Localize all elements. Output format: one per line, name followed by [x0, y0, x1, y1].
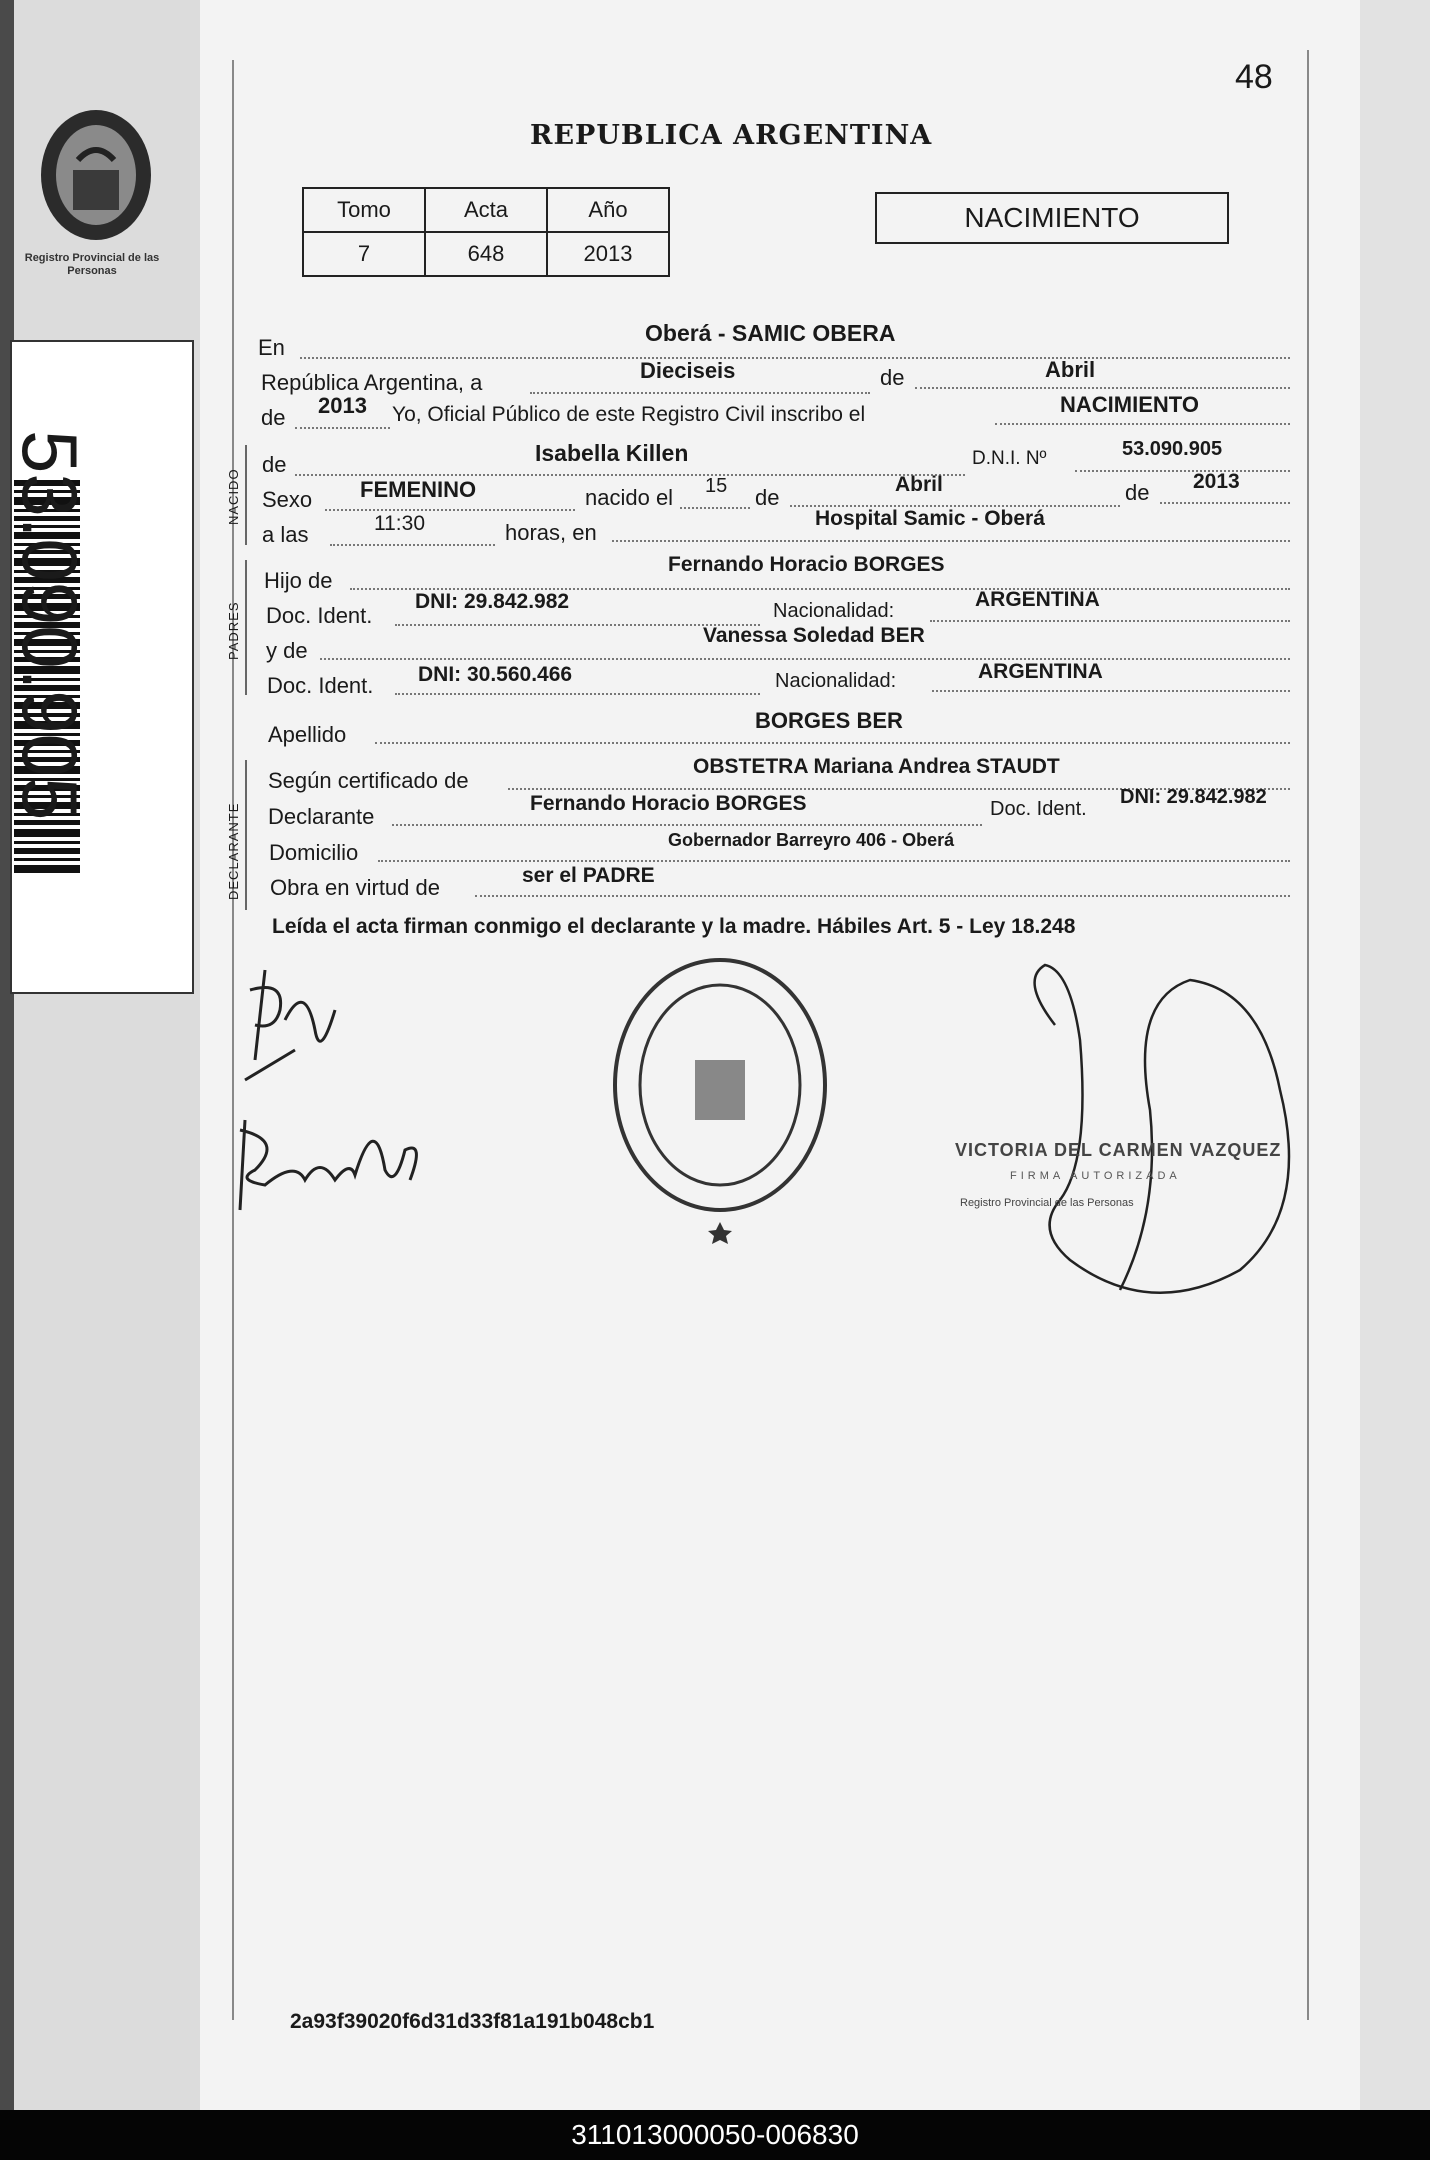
value-father-doc: DNI: 29.842.982	[415, 590, 570, 613]
reference-header-tomo: Tomo	[303, 188, 425, 232]
value-sex: FEMENINO	[360, 477, 477, 502]
section-bar-declarant	[245, 760, 247, 910]
reference-header-row	[303, 188, 669, 232]
dotted-line	[475, 895, 1290, 897]
label-a-las: a las	[262, 522, 309, 547]
scan-edge	[0, 0, 14, 2110]
label-de2: de	[261, 405, 286, 430]
dotted-line	[530, 392, 870, 394]
value-declarant: Fernando Horacio BORGES	[530, 792, 807, 815]
value-name: Isabella Killen	[535, 440, 689, 466]
father-signature	[225, 950, 355, 1100]
label-y-de: y de	[266, 638, 308, 663]
dotted-line	[930, 620, 1290, 622]
value-dni: 53.090.905	[1122, 438, 1223, 460]
dotted-line	[375, 742, 1290, 744]
value-birthplace: Hospital Samic - Oberá	[815, 507, 1045, 530]
closing-statement: Leída el acta firman conmigo el declarante y la madre. Hábiles Art. 5 - Ley 18.248	[272, 915, 1076, 938]
value-year: 2013	[318, 393, 367, 418]
label-de5: de	[1125, 480, 1150, 505]
dotted-line	[932, 690, 1290, 692]
value-certificate: OBSTETRA Mariana Andrea STAUDT	[693, 755, 1060, 778]
dni-sticker-number: 53.090.905	[6, 430, 94, 821]
label-horas-en: horas, en	[505, 520, 597, 545]
value-mother: Vanessa Soledad BER	[703, 624, 925, 647]
value-act: NACIMIENTO	[1060, 392, 1199, 417]
label-nacido-el: nacido el	[585, 485, 674, 510]
value-place: Oberá - SAMIC OBERA	[645, 320, 896, 346]
label-republica: República Argentina, a	[261, 370, 483, 395]
label-de3: de	[262, 452, 287, 477]
label-declarante: Declarante	[268, 804, 375, 829]
section-tag-parents: PADRES	[226, 601, 241, 660]
label-de4: de	[755, 485, 780, 510]
dotted-line	[300, 357, 1290, 359]
section-tag-born: NACIDO	[226, 468, 241, 525]
reference-value-acta: 648	[425, 232, 547, 276]
dotted-line	[325, 509, 575, 511]
reference-value-row	[303, 232, 669, 276]
document-hash: 2a93f39020f6d31d33f81a191b048cb1	[290, 2010, 655, 2033]
dotted-line	[320, 658, 1290, 660]
dotted-line	[915, 387, 1290, 389]
label-obra-virtud: Obra en virtud de	[270, 875, 440, 900]
dotted-line	[395, 693, 760, 695]
dotted-line	[330, 544, 495, 546]
dotted-line	[295, 474, 965, 476]
value-birth-year: 2013	[1193, 470, 1240, 493]
reference-header-anio: Año	[547, 188, 669, 232]
label-doc-ident-mother: Doc. Ident.	[267, 673, 374, 698]
official-registry: Registro Provincial de las Personas	[960, 1197, 1134, 1209]
value-month: Abril	[1045, 357, 1096, 382]
official-role: FIRMA AUTORIZADA	[1010, 1170, 1181, 1182]
label-nacionalidad-father: Nacionalidad:	[773, 600, 895, 622]
document-title: REPUBLICA ARGENTINA	[530, 120, 933, 151]
label-doc-ident-father: Doc. Ident.	[266, 603, 373, 628]
label-en: En	[258, 335, 285, 360]
label-dni: D.N.I. Nº	[972, 448, 1047, 469]
dotted-line	[612, 540, 1290, 542]
section-tag-declarant: DECLARANTE	[226, 802, 241, 900]
dotted-line	[995, 423, 1290, 425]
section-bar-parents	[245, 560, 247, 695]
dotted-line	[378, 860, 1290, 862]
official-seal	[600, 950, 840, 1250]
section-bar-born	[245, 445, 247, 545]
label-domicilio: Domicilio	[269, 840, 359, 865]
label-sexo: Sexo	[262, 487, 313, 512]
dotted-line	[680, 507, 750, 509]
label-hijo-de: Hijo de	[264, 568, 333, 593]
dotted-line	[295, 427, 390, 429]
left-margin-panel	[14, 0, 204, 2110]
reference-header-acta: Acta	[425, 188, 547, 232]
reference-value-tomo: 7	[303, 232, 425, 276]
label-de: de	[880, 365, 905, 390]
dotted-line	[1160, 502, 1290, 504]
reference-value-anio: 2013	[547, 232, 669, 276]
value-mother-nationality: ARGENTINA	[978, 660, 1103, 683]
value-mother-doc: DNI: 30.560.466	[418, 663, 573, 686]
value-day: Dieciseis	[640, 358, 736, 383]
page-number: 48	[1235, 58, 1273, 96]
dotted-line	[392, 824, 982, 826]
document-type-box: NACIMIENTO	[875, 192, 1229, 244]
reference-table	[302, 187, 670, 277]
value-birth-month: Abril	[895, 473, 943, 496]
value-father: Fernando Horacio BORGES	[668, 553, 945, 576]
official-name: VICTORIA DEL CARMEN VAZQUEZ	[955, 1140, 1282, 1160]
label-apellido: Apellido	[268, 722, 347, 747]
value-time: 11:30	[374, 512, 425, 535]
scan-right-edge	[1360, 0, 1430, 2110]
label-doc-ident-declarant: Doc. Ident.	[990, 798, 1087, 820]
value-father-nationality: ARGENTINA	[975, 588, 1100, 611]
mother-signature	[225, 1100, 435, 1220]
value-birth-day: 15	[705, 475, 728, 497]
value-declarant-doc: DNI: 29.842.982	[1120, 786, 1267, 808]
value-surname: BORGES BER	[755, 708, 903, 733]
dotted-line	[1075, 470, 1290, 472]
label-nacionalidad-mother: Nacionalidad:	[775, 670, 897, 692]
value-address: Gobernador Barreyro 406 - Oberá	[668, 830, 955, 850]
label-yo-oficial: Yo, Oficial Público de este Registro Civil inscribo el	[392, 403, 866, 426]
value-by-virtue: ser el PADRE	[522, 864, 655, 887]
label-segun-certificado: Según certificado de	[268, 768, 469, 793]
footer-id-bar: 311013000050-006830	[0, 2110, 1430, 2160]
logo-caption: Registro Provincial de las Personas	[24, 252, 160, 277]
